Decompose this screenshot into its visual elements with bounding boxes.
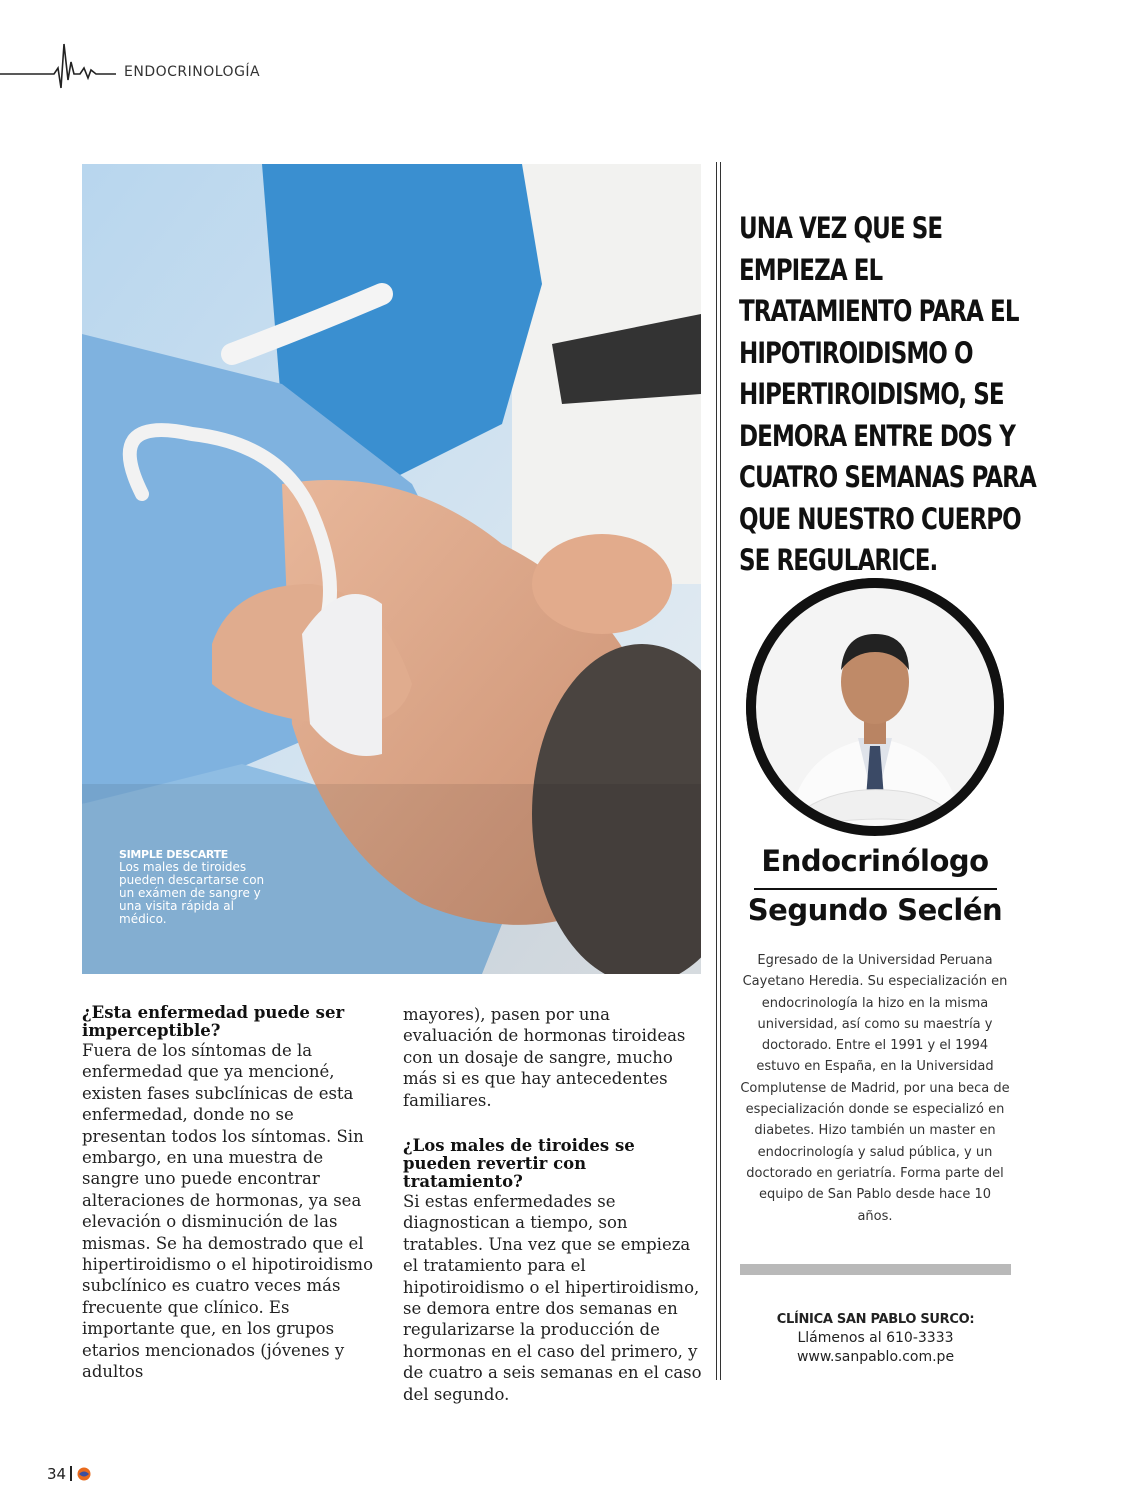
photo-caption xyxy=(119,848,269,926)
doctor-specialty: Endocrinólogo xyxy=(761,844,989,878)
clinic-name: CLÍNICA SAN PABLO SURCO: xyxy=(776,1312,975,1327)
doctor-portrait xyxy=(746,578,1004,836)
caption-title: SIMPLE DESCARTE xyxy=(119,848,229,861)
ultrasound-photo xyxy=(82,164,701,974)
section-header xyxy=(0,30,400,100)
question-2: ¿Los males de tiroides se pueden revertir con tratamiento? xyxy=(403,1136,635,1192)
clinic-phone: Llámenos al 610-3333 xyxy=(797,1330,954,1346)
doctor-name: Segundo Seclén xyxy=(747,893,1003,927)
caption-text: Los males de tiroides pueden descartarse con un exámen de sangre y una visita rápida al médico. xyxy=(119,860,265,926)
clinic-info xyxy=(740,1310,1011,1367)
vertical-divider xyxy=(716,162,721,1380)
section-label: ENDOCRINOLOGÍA xyxy=(124,64,261,80)
magazine-logo-icon xyxy=(77,1467,91,1481)
pull-quote: UNA VEZ QUE SE EMPIEZA EL TRATAMIENTO PARA EL HIPOTIROIDISMO O HIPERTIROIDISMO, SE DEMORA ENTRE DOS Y CUATRO SEMANAS PARA QUE NUESTRO CUERPO SE REGULARICE. xyxy=(739,211,1036,577)
answer-2: Si estas enfermedades se diagnostican a tiempo, son tratables. Una vez que se empieza el tratamiento para el hipotiroidismo o el hipertiroidismo, se demora entre dos semanas en regularizarse la producción de hormonas en el caso del primero, y de cuatro a seis semanas en el caso del segundo. xyxy=(403,1192,702,1404)
separator-bar xyxy=(740,1264,1011,1275)
article-column-1 xyxy=(82,1004,382,1383)
clinic-web[interactable]: www.sanpablo.com.pe xyxy=(796,1349,955,1365)
question-1: ¿Esta enfermedad puede ser imperceptible? xyxy=(82,1003,345,1040)
footer-separator xyxy=(70,1466,72,1481)
doctor-bio: Egresado de la Universidad Peruana Cayetano Heredia. Su especialización en endocrinología la hizo en la misma universidad, así como su maestría y doctorado. Entre el 1991 y el 1994 estuvo en España, en la Universidad Complutense de Madrid, por una beca de especialización donde se especializó en diabetes. Hizo también un master en endocrinología y salud pública, y un doctorado en geriatría. Forma parte del equipo de San Pablo desde hace 10 años. xyxy=(740,953,1010,1224)
answer-1: Fuera de los síntomas de la enfermedad que ya mencioné, existen fases subclínicas de esta enfermedad, donde no se presentan todos los síntomas. Sin embargo, en una muestra de sangre uno puede encontrar alteraciones de hormonas, ya sea elevación o disminución de las mismas. Se ha demostrado que el hipertiroidismo o el hipotiroidismo subclínico es cuatro veces más frecuente que clínico. Es importante que, en los grupos etarios mencionados (jóvenes y adultos xyxy=(82,1041,374,1382)
heartbeat-icon xyxy=(0,38,120,98)
page-number: 34 xyxy=(47,1465,67,1483)
title-rule xyxy=(754,888,997,890)
article-column-2 xyxy=(403,1004,703,1405)
answer-1-continued: mayores), pasen por una evaluación de hormonas tiroideas con un dosaje de sangre, mucho más si es que hay antecedentes familiares. xyxy=(403,1005,686,1110)
page-footer xyxy=(47,1465,91,1483)
